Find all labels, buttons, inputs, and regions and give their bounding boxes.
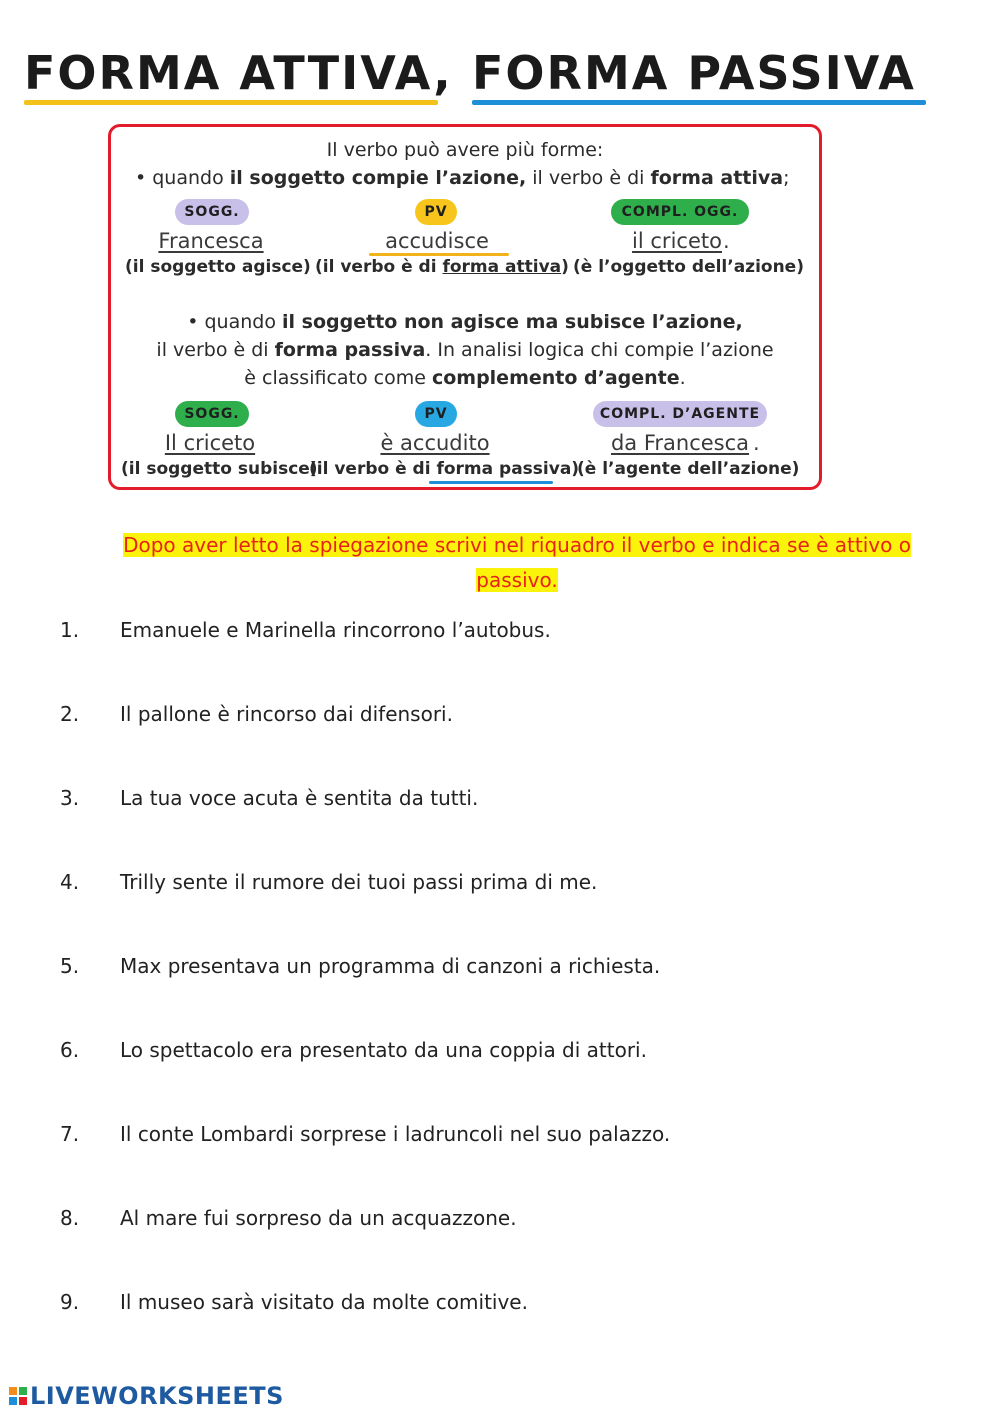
example-active-subject: Francesca	[158, 229, 264, 253]
title-passive: FORMA PASSIVA	[472, 46, 916, 100]
example-passive-period: .	[753, 431, 760, 455]
active-verb-underline	[369, 253, 509, 256]
item-number: 1.	[60, 618, 80, 642]
item-sentence: Il pallone è rincorso dai difensori.	[120, 702, 453, 726]
page-title	[24, 46, 984, 108]
footer-brand-text: LIVEWORKSHEETS	[30, 1382, 284, 1410]
note-active-object: (è l’oggetto dell’azione)	[573, 257, 804, 277]
item-number: 4.	[60, 870, 80, 894]
liveworksheets-logo-icon	[8, 1386, 28, 1406]
item-number: 6.	[60, 1038, 80, 1062]
example-active-object: il criceto	[632, 229, 722, 253]
title-underline-blue	[472, 100, 926, 105]
tag-predicato-verbale: PV	[415, 199, 457, 225]
item-number: 5.	[60, 954, 80, 978]
item-sentence: Lo spettacolo era presentato da una coppia di attori.	[120, 1038, 647, 1062]
passive-verb-underline	[429, 481, 553, 484]
item-sentence: La tua voce acuta è sentita da tutti.	[120, 786, 479, 810]
note-passive-subject: (il soggetto subisce)	[121, 459, 318, 479]
note-passive-agent: (è l’agente dell’azione)	[577, 459, 800, 479]
note-active-verb: (il verbo è di forma attiva)	[315, 257, 569, 277]
item-number: 7.	[60, 1122, 80, 1146]
tag-soggetto: SOGG.	[175, 199, 249, 225]
item-number: 9.	[60, 1290, 80, 1314]
note-active-subject: (il soggetto agisce)	[125, 257, 311, 277]
title-active: FORMA ATTIVA,	[24, 46, 453, 100]
footer-brand[interactable]	[8, 1382, 284, 1408]
item-sentence: Al mare fui sorpreso da un acquazzone.	[120, 1206, 517, 1230]
item-number: 8.	[60, 1206, 80, 1230]
explanation-intro: Il verbo può avere più forme:	[326, 139, 604, 161]
passive-definition-line3: è classificato come complemento d’agente.	[244, 367, 686, 389]
instruction-line1: Dopo aver letto la spiegazione scrivi nel riquadro il verbo e indica se è attivo o	[123, 533, 911, 557]
active-definition: • quando il soggetto compie l’azione, il verbo è di forma attiva;	[135, 167, 790, 189]
example-passive-agent: da Francesca	[610, 431, 750, 455]
example-active-period: .	[723, 229, 730, 253]
explanation-box	[108, 124, 822, 490]
example-passive-verb: è accudito	[380, 431, 490, 455]
title-underline-yellow	[24, 100, 438, 105]
note-passive-verb: (il verbo è di forma passiva)	[309, 459, 580, 479]
tag-predicato-verbale-passive: PV	[415, 401, 457, 427]
tag-soggetto-passive: SOGG.	[175, 401, 249, 427]
passive-definition-line1: • quando il soggetto non agisce ma subisce l’azione,	[187, 311, 743, 333]
item-sentence: Trilly sente il rumore dei tuoi passi prima di me.	[120, 870, 598, 894]
item-number: 3.	[60, 786, 80, 810]
example-passive-subject: Il criceto	[164, 431, 256, 455]
instruction	[90, 528, 944, 598]
item-sentence: Il museo sarà visitato da molte comitive.	[120, 1290, 528, 1314]
example-active-verb: accudisce	[385, 229, 489, 253]
tag-complemento-oggetto: COMPL. OGG.	[611, 199, 749, 225]
item-sentence: Max presentava un programma di canzoni a richiesta.	[120, 954, 661, 978]
item-sentence: Emanuele e Marinella rincorrono l’autobus.	[120, 618, 551, 642]
passive-definition-line2: il verbo è di forma passiva. In analisi logica chi compie l’azione	[156, 339, 774, 361]
tag-complemento-agente: COMPL. D’AGENTE	[593, 401, 767, 427]
instruction-line2: passivo.	[476, 568, 558, 592]
item-sentence: Il conte Lombardi sorprese i ladruncoli nel suo palazzo.	[120, 1122, 671, 1146]
item-number: 2.	[60, 702, 80, 726]
